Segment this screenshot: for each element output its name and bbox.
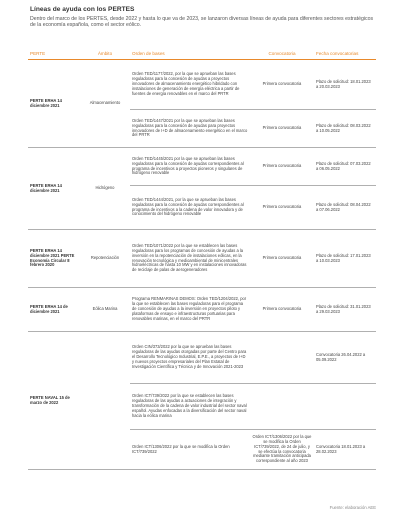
orden-cell: Orden TED/1447/2021 por la que se aprueban las bases reguladoras para la concesión de ayudas para proyectos innovadores de I+D de almacenamiento energético en el marco del PRTR [130, 110, 250, 148]
fecha-cell: Plazo de solicitud: 18.01.2023 a 20.03.2023 [314, 60, 376, 110]
fecha-cell: Convocatoria 26.04.2022 a 05.09.2022 [314, 332, 376, 384]
table-row [28, 148, 376, 186]
convocatoria-cell [250, 332, 314, 384]
fecha-cell: Plazo de solicitud: 08.04.2022 a 07.06.2022 [314, 186, 376, 230]
fecha-cell: Plazo de solicitud: 17.01.2023 a 10.03.2023 [314, 230, 376, 288]
fecha-cell: Plazo de solicitud: 31.01.2023 a 29.03.2023 [314, 288, 376, 332]
fecha-cell: Convocatoria 18.01.2023 a 28.02.2023 [314, 430, 376, 470]
orden-cell: Programa RENMARINAS DEMOS: Orden TED/1204/2022, por la que se establecen las bases reguladoras para el programa de concesión de ayudas a la inversión en proyectos piloto y plataformas de ensayo e infraestructuras portuarias para renovables marinas, en el marco del PRTR [130, 288, 250, 332]
header-ambito: Ámbito [80, 50, 130, 60]
ayudas-table [28, 50, 376, 470]
header-perte: PERTE [28, 50, 80, 60]
orden-cell: Orden CIN/373/2022 por la que se aprueban las bases reguladoras de las ayudas otorgadas por parte del Centro para el Desarrollo Tecnológico Industrial, E.P.E., a proyectos de I+D y nuevos proyectos empresariales del Plan Estatal de Investigación Científica y Técnica y de Innovación 2021-2023 [130, 332, 250, 384]
orden-cell: Orden TED/1177/2022, por la que se aprueban las bases reguladoras para la concesión de ayudas a proyectos innovadores de almacenamiento energético hibridado con instalaciones de generación de energía eléctrica a partir de fuentes de energía renovables en el marco del PRTR [130, 60, 250, 110]
perte-cell: PERTE ERHA 14 diciembre 2021 PERTE Economía Circular 8 febrero 2020 [28, 230, 80, 288]
perte-cell: PERTE ERHA 14 diciembre 2021 [28, 60, 80, 148]
ambito-cell: Repotenciación [80, 230, 130, 288]
orden-cell: Orden TED/1445/2021 por la que se aprueban las bases reguladoras para la concesión de ayudas correspondientes al programa de incentivos a proyectos pioneros y singulares de hidrógeno renovable [130, 148, 250, 186]
convocatoria-cell: Primera convocatoria [250, 110, 314, 148]
orden-cell: Orden TED/1071/2022 por la que se establecen las bases reguladoras para los programas de concesión de ayudas a la inversión en la repotenciación de instalaciones eólicas, en la renovación tecnológica y medioambiental de minicentrales hidroeléctricas de hasta 10 MW y en instalaciones innovadoras de reciclaje de palas de aerogeneradores [130, 230, 250, 288]
intro-paragraph: Dentro del marco de los PERTES, desde 2022 y hasta lo que va de 2023, se lanzaron diversas líneas de ayuda para diferentes sectores estratégicos de la economía española, como el sector eólico. [30, 16, 374, 29]
table-row [28, 230, 376, 288]
perte-cell: PERTE ERHA 14 de diciembre 2021 [28, 288, 80, 332]
orden-cell: Orden ICT/1306/2022 por la que se modifica la Orden ICT/739/2022 [130, 430, 250, 470]
convocatoria-cell: Orden ICT/1306/2022 por la que se modifica la Orden ICT/739/2022, de 24 de julio, y se efectúa la convocatoria mediante tramitación anticipada correspondiente al año 2023 [250, 430, 314, 470]
header-convocatoria: Convocatoria [250, 50, 314, 60]
convocatoria-cell: Primera convocatoria [250, 230, 314, 288]
fecha-cell: Plazo de solicitud: 07.03.2022 a 06.05.2022 [314, 148, 376, 186]
convocatoria-cell: Primera convocatoria [250, 186, 314, 230]
fecha-cell [314, 384, 376, 430]
convocatoria-cell: Primera convocatoria [250, 288, 314, 332]
perte-cell: PERTE ERHA 14 diciembre 2021 [28, 148, 80, 230]
source-footnote: Fuente: elaboración AEE [329, 505, 376, 510]
convocatoria-cell: Primera convocatoria [250, 148, 314, 186]
ambito-cell: Almacenamiento [80, 60, 130, 148]
perte-cell: PERTE NAVAL 15 de marzo de 2022 [28, 332, 80, 470]
header-orden: Orden de bases [130, 50, 250, 60]
table-header-row [28, 50, 376, 60]
orden-cell: Orden ICT/739/2022 por la que se establecen las bases reguladoras de las ayudas a actuaciones de integración y transformación de la cadena de valor industrial del sector naval español. Ayudas enfocadas a la diversificación del sector naval hacia la eólica marina [130, 384, 250, 430]
ambito-cell: Eólica Marina [80, 288, 130, 332]
convocatoria-cell [250, 384, 314, 430]
convocatoria-cell: Primera convocatoria [250, 60, 314, 110]
page-title: Líneas de ayuda con los PERTES [30, 6, 135, 13]
header-fecha: Fecha convocatorias [314, 50, 376, 60]
ambito-cell [80, 332, 130, 470]
ambito-cell: Hidrógeno [80, 148, 130, 230]
table-row [28, 332, 376, 384]
table-row [28, 60, 376, 110]
table-row [28, 288, 376, 332]
fecha-cell: Plazo de solicitud: 08.03.2022 a 10.05.2022 [314, 110, 376, 148]
orden-cell: Orden TED/1444/2021, por la que se aprueban las bases reguladoras para la concesión de ayudas correspondientes al programa de incentivos a la cadena de valor innovadora y de conocimiento del hidrógeno renovable [130, 186, 250, 230]
